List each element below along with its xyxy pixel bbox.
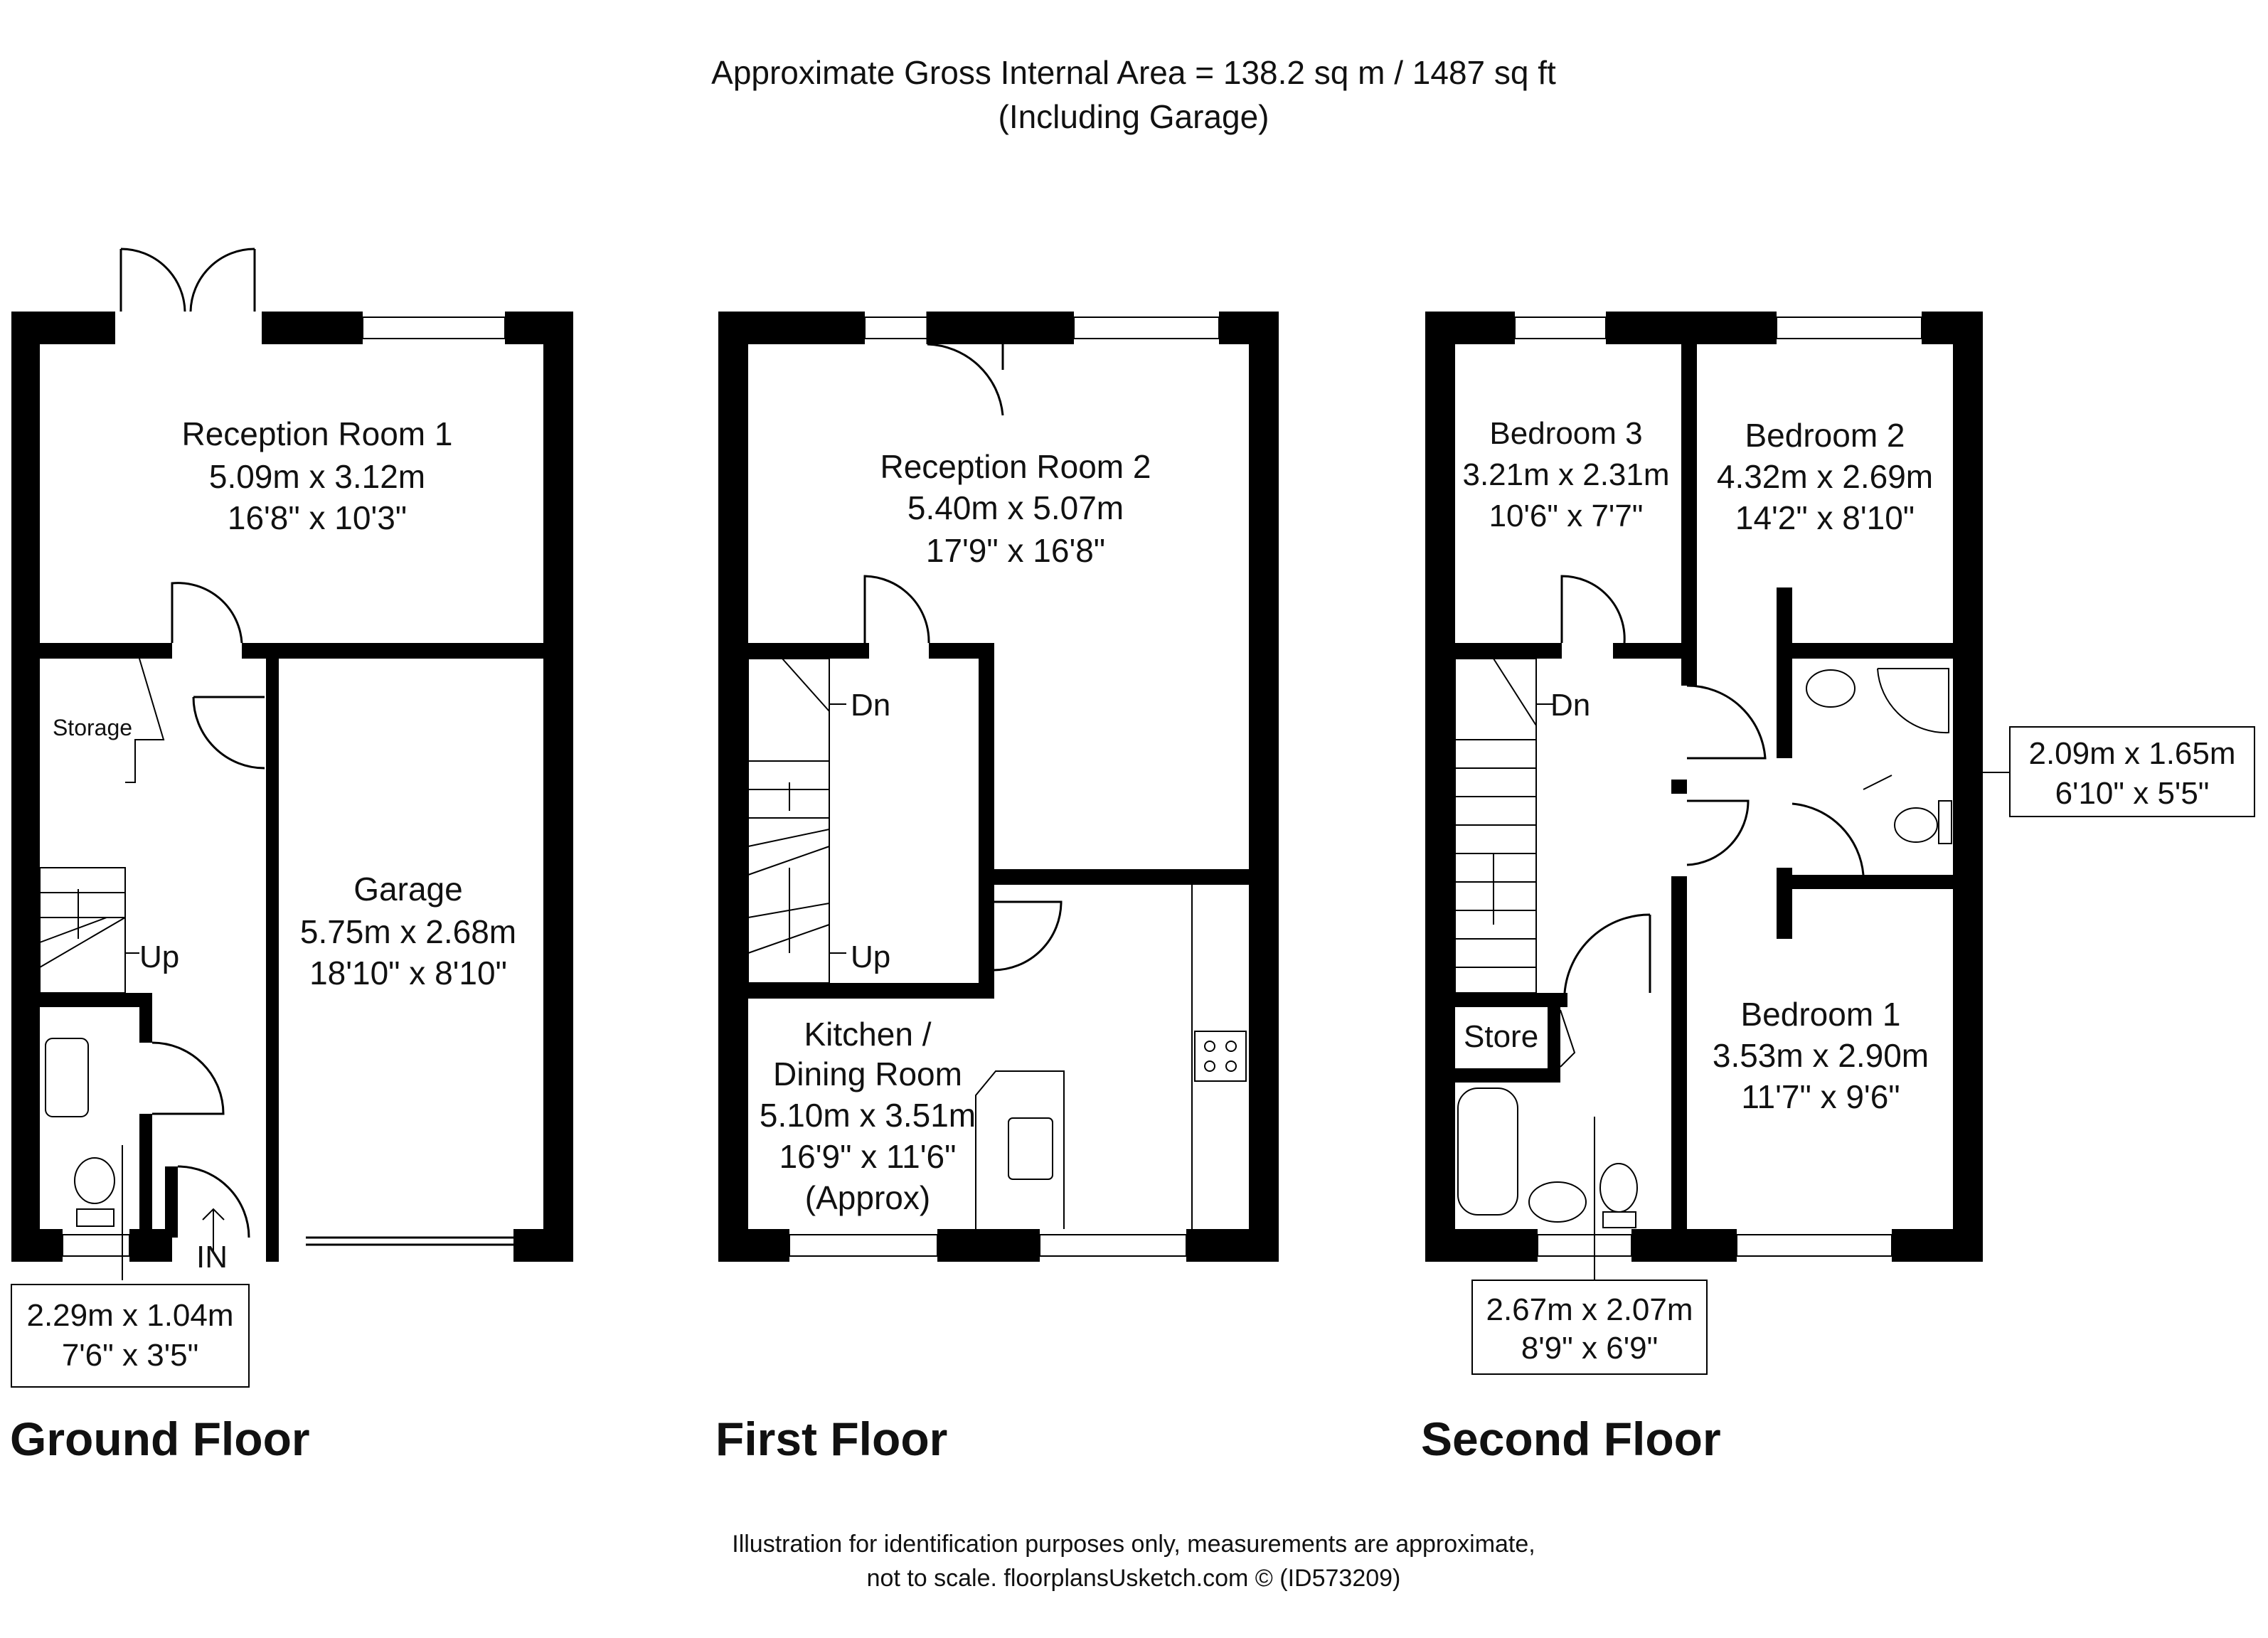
- reception-room-2-label: Reception Room 2: [880, 448, 1151, 485]
- bedroom-1-metric: 3.53m x 2.90m: [1712, 1037, 1929, 1074]
- reception-room-2-imperial: 17'9" x 16'8": [925, 532, 1106, 569]
- ensuite-imperial: 6'10" x 5'5": [2055, 776, 2210, 811]
- first-stairs-down-label: Dn: [851, 688, 891, 723]
- storage-label: Storage: [52, 715, 133, 740]
- second-stairs-down-label: Dn: [1550, 688, 1591, 723]
- footer-disclaimer-line1: Illustration for identification purposes only, measurements are approximate,: [732, 1531, 1535, 1558]
- bedroom-3-metric: 3.21m x 2.31m: [1462, 457, 1670, 492]
- bedroom-3-label: Bedroom 3: [1489, 416, 1643, 451]
- reception-room-2-metric: 5.40m x 5.07m: [907, 489, 1124, 526]
- first-floor-plan: [715, 312, 1279, 1465]
- first-floor-title: First Floor: [715, 1413, 948, 1465]
- kitchen-imperial: 16'9" x 11'6": [779, 1138, 957, 1175]
- reception-room-1-label: Reception Room 1: [181, 415, 453, 452]
- bedroom-1-imperial: 11'7" x 9'6": [1741, 1078, 1900, 1115]
- wc-metric: 2.29m x 1.04m: [26, 1298, 234, 1333]
- bathroom-metric: 2.67m x 2.07m: [1486, 1292, 1693, 1327]
- area-heading: Approximate Gross Internal Area = 138.2 sq m / 1487 sq ft: [711, 54, 1556, 91]
- second-floor-plan: [1421, 312, 2254, 1465]
- entrance-label: IN: [196, 1240, 228, 1275]
- kitchen-label-line2: Dining Room: [773, 1055, 962, 1092]
- store-label: Store: [1464, 1019, 1539, 1054]
- second-floor-title: Second Floor: [1421, 1413, 1721, 1465]
- bedroom-3-imperial: 10'6" x 7'7": [1489, 499, 1644, 533]
- bedroom-1-label: Bedroom 1: [1740, 996, 1901, 1033]
- bedroom-2-metric: 4.32m x 2.69m: [1716, 458, 1934, 495]
- garage-imperial: 18'10" x 8'10": [309, 954, 507, 991]
- kitchen-metric: 5.10m x 3.51m: [759, 1097, 976, 1134]
- garage-metric: 5.75m x 2.68m: [299, 913, 517, 950]
- ground-floor-title: Ground Floor: [10, 1413, 310, 1465]
- bathroom-imperial: 8'9" x 6'9": [1521, 1331, 1659, 1366]
- kitchen-label-line1: Kitchen /: [804, 1016, 932, 1053]
- wc-imperial: 7'6" x 3'5": [61, 1338, 199, 1373]
- garage-label: Garage: [353, 871, 463, 908]
- ground-floor-plan: [10, 249, 573, 1465]
- ensuite-metric: 2.09m x 1.65m: [2028, 736, 2236, 771]
- first-stairs-up-label: Up: [851, 940, 891, 974]
- kitchen-note: (Approx): [804, 1179, 931, 1216]
- footer-disclaimer-line2: not to scale. floorplansUsketch.com © (ID573209): [866, 1565, 1401, 1592]
- bedroom-2-label: Bedroom 2: [1745, 417, 1905, 454]
- reception-room-1-imperial: 16'8" x 10'3": [227, 499, 408, 536]
- reception-room-1-metric: 5.09m x 3.12m: [208, 458, 426, 495]
- area-note: (Including Garage): [998, 98, 1269, 135]
- ground-stairs-up-label: Up: [139, 940, 180, 974]
- bedroom-2-imperial: 14'2" x 8'10": [1735, 499, 1915, 536]
